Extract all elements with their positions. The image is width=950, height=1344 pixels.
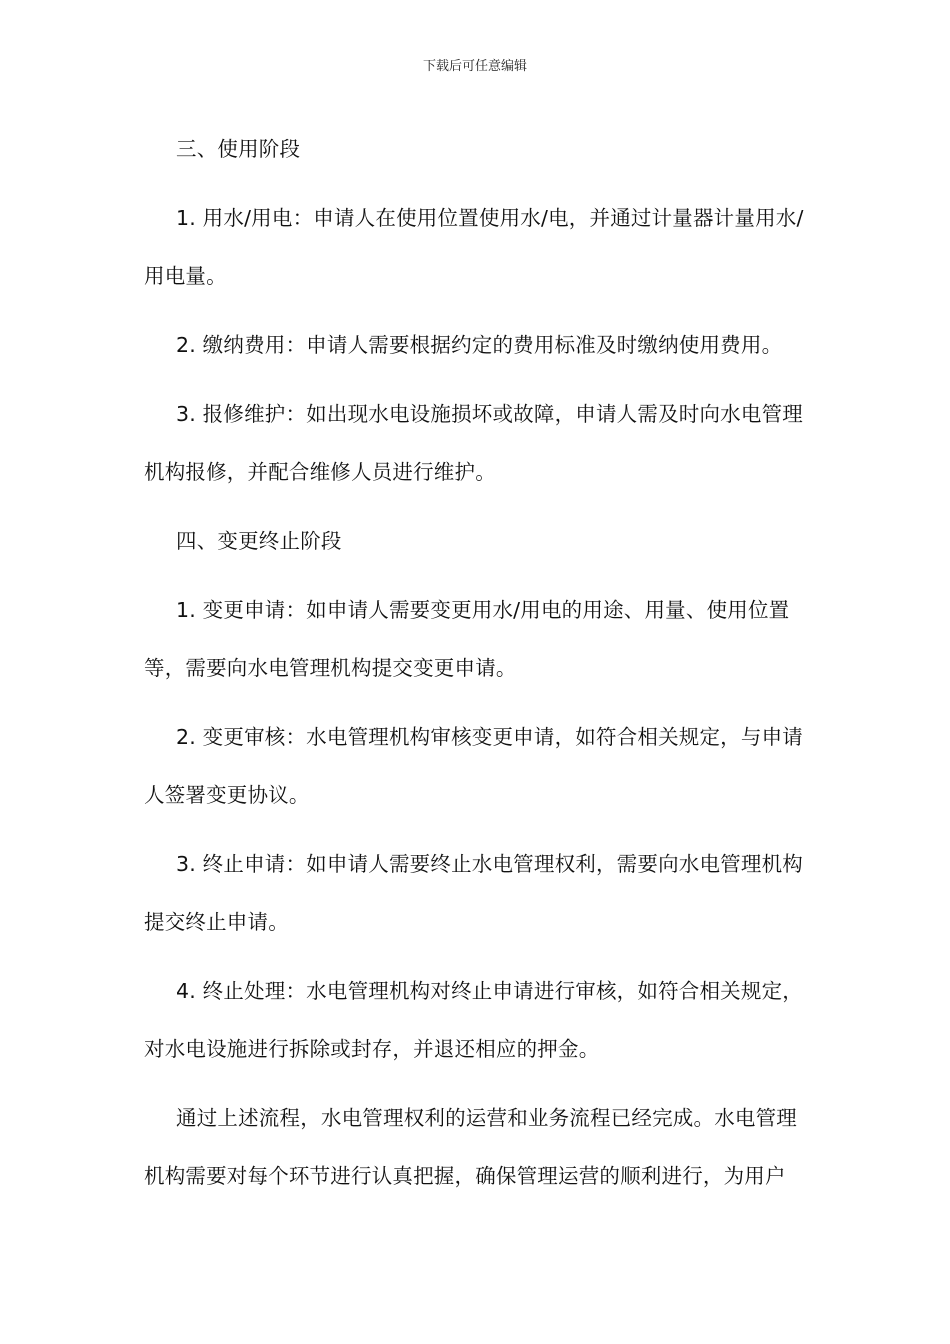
paragraph-termination-processing: 4. 终止处理：水电管理机构对终止申请进行审核，如符合相关规定，对水电设施进行拆除或封存，并退还相应的押金。 <box>144 979 803 1061</box>
section-heading-change-termination: 四、变更终止阶段 <box>176 529 342 553</box>
section-heading-usage: 三、使用阶段 <box>176 137 301 161</box>
paragraph-pay-fees: 2. 缴纳费用：申请人需要根据约定的费用标准及时缴纳使用费用。 <box>176 333 783 357</box>
paragraph-conclusion: 通过上述流程，水电管理权利的运营和业务流程已经完成。水电管理机构需要对每个环节进行认真把握，确保管理运营的顺利进行，为用户 <box>144 1106 797 1188</box>
page-header: 下载后可任意编辑 <box>422 59 527 74</box>
paragraph-change-review: 2. 变更审核：水电管理机构审核变更申请，如符合相关规定，与申请人签署变更协议。 <box>144 725 803 807</box>
paragraph-repair-maintenance: 3. 报修维护：如出现水电设施损坏或故障，申请人需及时向水电管理机构报修，并配合维修人员进行维护。 <box>144 402 803 484</box>
paragraph-usage-water-electricity: 1. 用水/用电：申请人在使用位置使用水/电，并通过计量器计量用水/用电量。 <box>144 206 804 288</box>
paragraph-termination-application: 3. 终止申请：如申请人需要终止水电管理权利，需要向水电管理机构提交终止申请。 <box>144 852 803 934</box>
paragraph-change-application: 1. 变更申请：如申请人需要变更用水/用电的用途、用量、使用位置等，需要向水电管理机构提交变更申请。 <box>144 598 790 680</box>
document-body <box>144 120 808 1216</box>
